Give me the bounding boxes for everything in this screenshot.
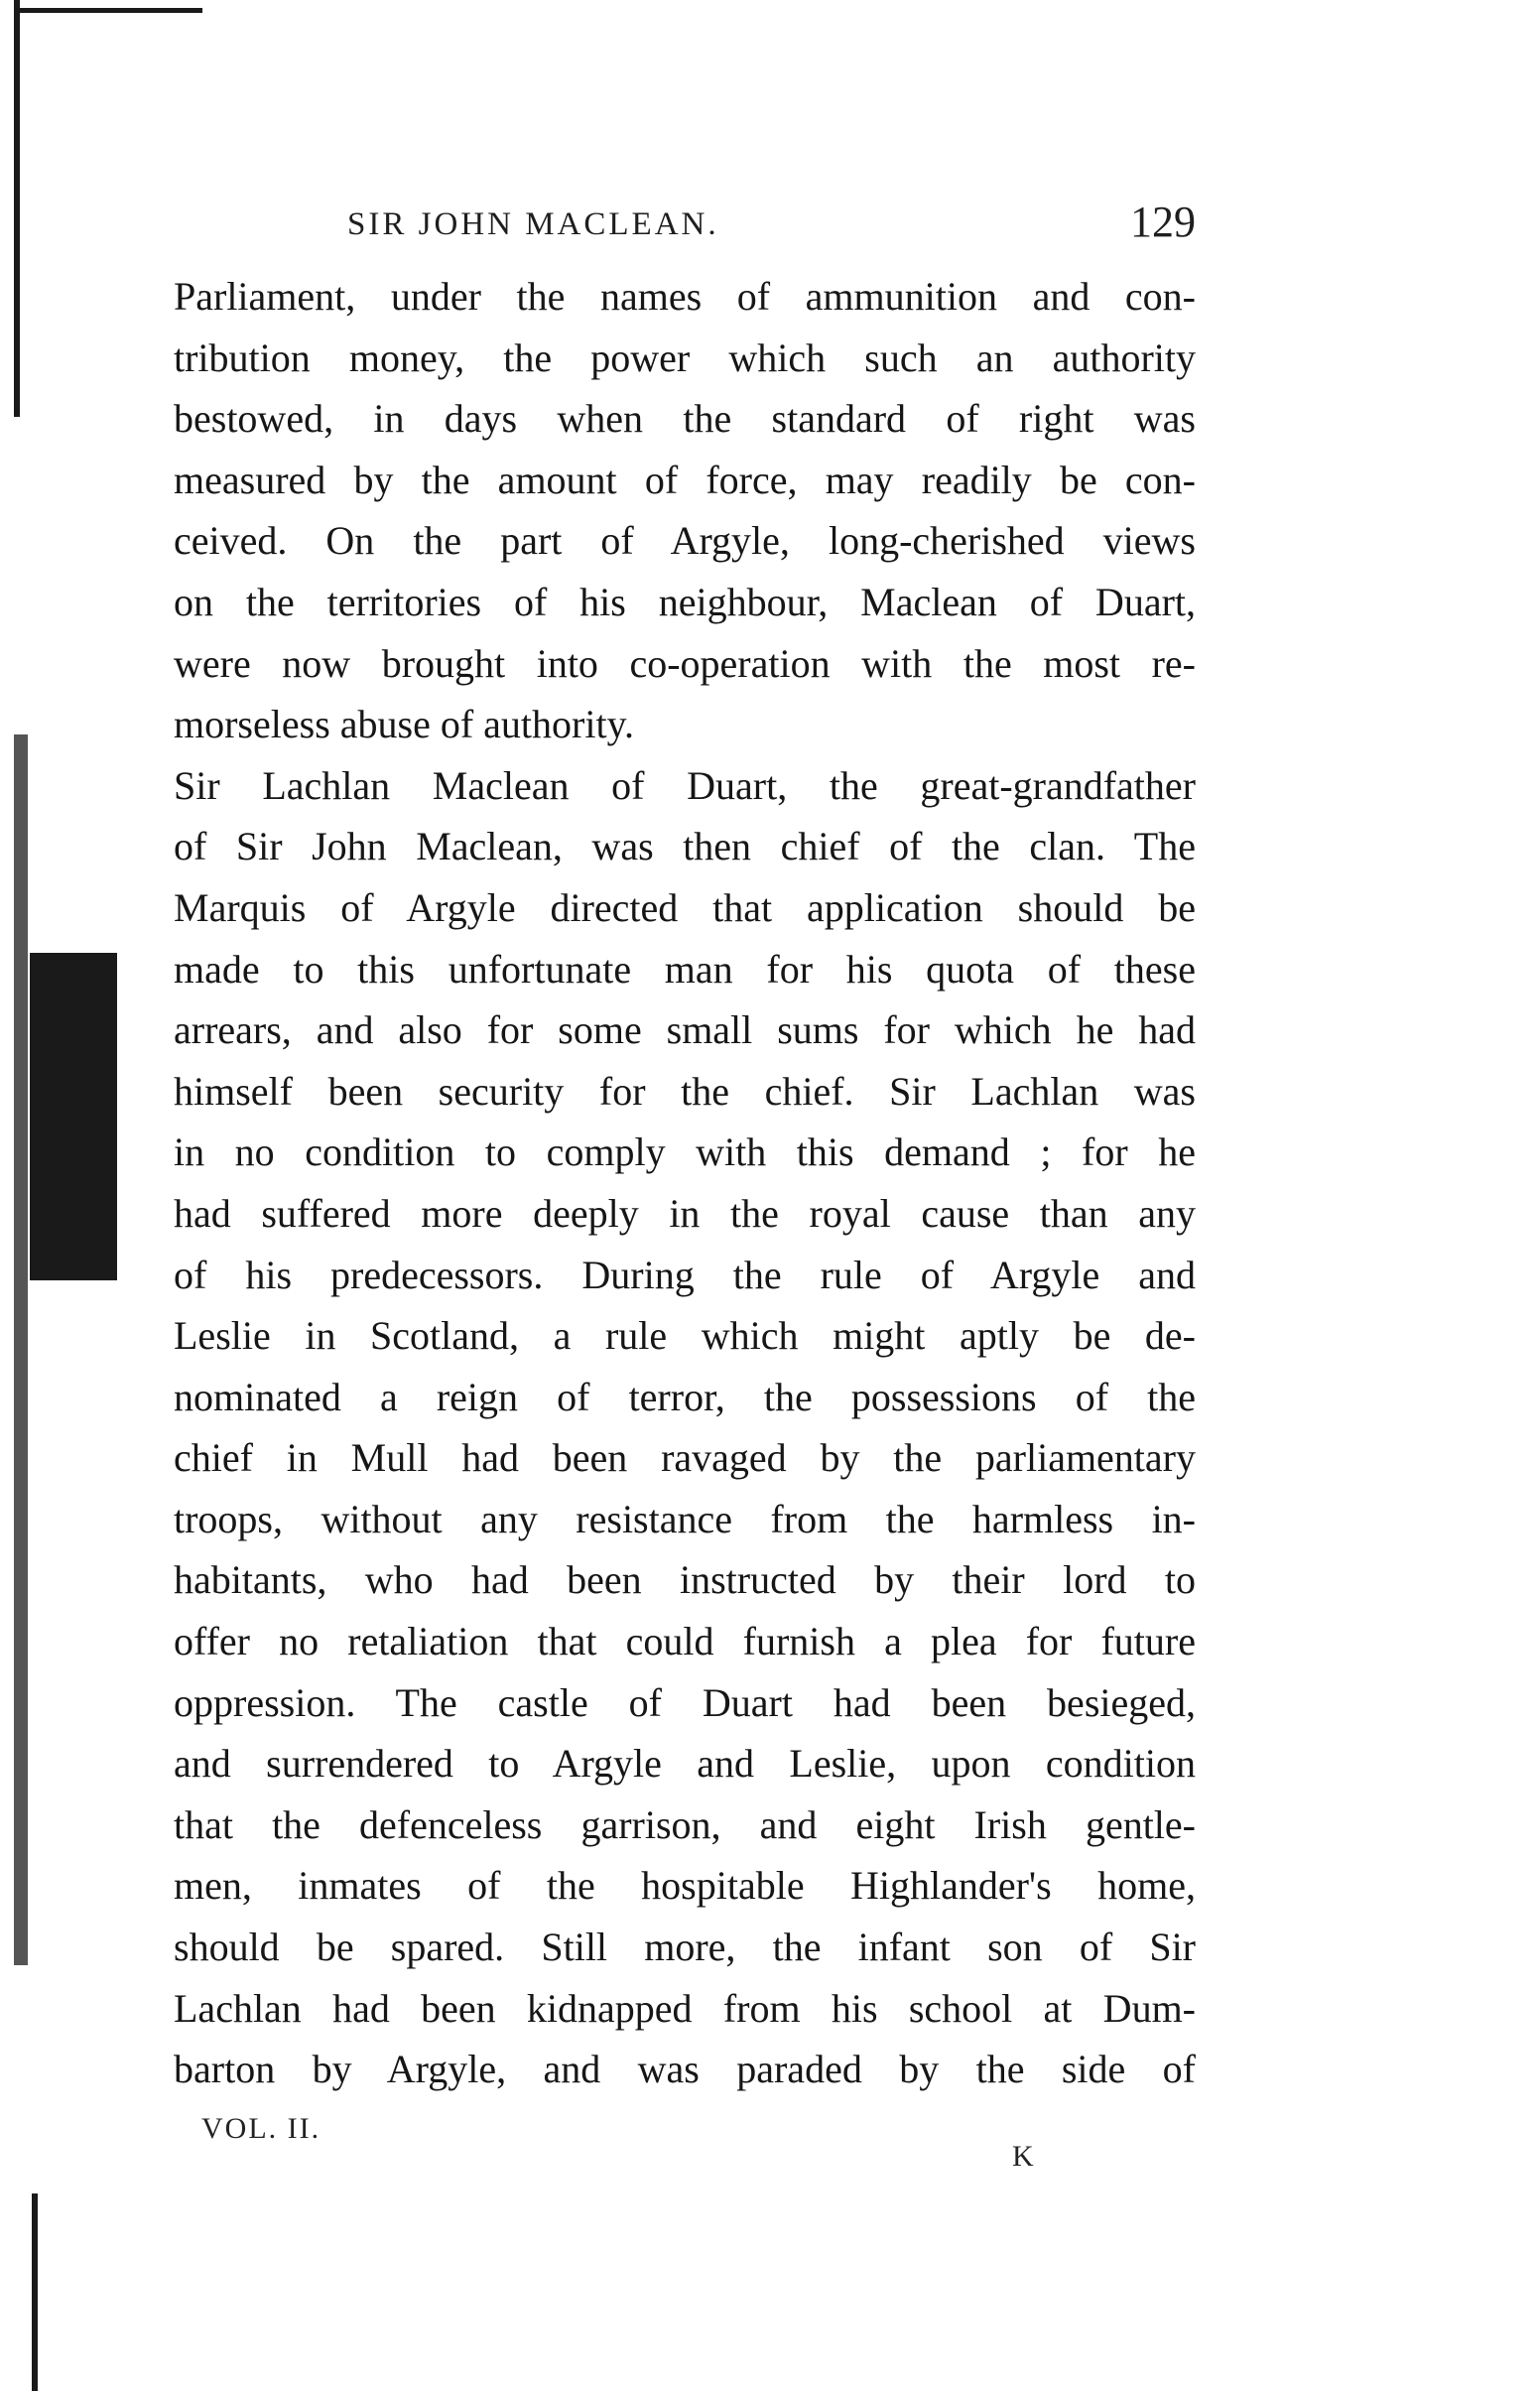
text-line: made to this unfortunate man for his quota of these bbox=[174, 946, 1196, 992]
text-line: chief in Mull had been ravaged by the parliamentary bbox=[174, 1435, 1196, 1481]
text-line: barton by Argyle, and was paraded by the side of bbox=[174, 2047, 1196, 2092]
body-text bbox=[174, 266, 1196, 2100]
text-line: and surrendered to Argyle and Leslie, upon condition bbox=[174, 1741, 1196, 1787]
text-line: nominated a reign of terror, the possessions of the bbox=[174, 1374, 1196, 1419]
volume-mark: VOL. II. bbox=[201, 2111, 321, 2145]
text-line: Sir Lachlan Maclean of Duart, the great-grandfather bbox=[174, 762, 1196, 808]
text-line: arrears, and also for some small sums for which he had bbox=[174, 1007, 1196, 1053]
text-line: ceived. On the part of Argyle, long-cherished views bbox=[174, 518, 1196, 564]
text-line: of Sir John Maclean, was then chief of the clan. The bbox=[174, 824, 1196, 869]
scan-edge-bottom bbox=[32, 2193, 38, 2391]
text-line: Lachlan had been kidnapped from his school at Dum- bbox=[174, 1985, 1196, 2031]
text-line: Parliament, under the names of ammunition and con- bbox=[174, 274, 1196, 319]
text-line: that the defenceless garrison, and eight Irish gentle- bbox=[174, 1801, 1196, 1847]
text-line: Marquis of Argyle directed that application should be bbox=[174, 884, 1196, 930]
page-footer bbox=[174, 2112, 1196, 2172]
text-line: oppression. The castle of Duart had been besieged, bbox=[174, 1679, 1196, 1725]
text-line: had suffered more deeply in the royal cause than any bbox=[174, 1190, 1196, 1236]
signature-mark: K bbox=[1012, 2139, 1034, 2173]
text-line: were now brought into co-operation with the most re- bbox=[174, 640, 1196, 686]
text-line: measured by the amount of force, may readily be con- bbox=[174, 457, 1196, 502]
text-line: should be spared. Still more, the infant son of Sir bbox=[174, 1925, 1196, 1970]
book-page bbox=[174, 189, 1196, 2172]
text-line: men, inmates of the hospitable Highlander's home, bbox=[174, 1863, 1196, 1909]
text-line: bestowed, in days when the standard of right was bbox=[174, 396, 1196, 442]
text-line: Leslie in Scotland, a rule which might aptly be de- bbox=[174, 1313, 1196, 1359]
text-line: morseless abuse of authority. bbox=[174, 702, 634, 747]
text-line: on the territories of his neighbour, Maclean of Duart, bbox=[174, 579, 1196, 624]
text-line: in no condition to comply with this demand ; for he bbox=[174, 1129, 1196, 1175]
scan-edge-strip bbox=[14, 734, 28, 1965]
scan-edge-bar bbox=[30, 953, 117, 1280]
scan-edge-top bbox=[14, 0, 20, 417]
text-line: of his predecessors. During the rule of Argyle and bbox=[174, 1252, 1196, 1297]
scan-edge-corner bbox=[14, 8, 202, 13]
text-line: himself been security for the chief. Sir Lachlan was bbox=[174, 1068, 1196, 1114]
page-number: 129 bbox=[1130, 198, 1196, 246]
text-line: troops, without any resistance from the harmless in- bbox=[174, 1496, 1196, 1541]
text-line: habitants, who had been instructed by their lord to bbox=[174, 1557, 1196, 1603]
running-title: SIR JOHN MACLEAN. bbox=[347, 206, 719, 242]
text-line: offer no retaliation that could furnish a plea for future bbox=[174, 1619, 1196, 1664]
text-line: tribution money, the power which such an authority bbox=[174, 334, 1196, 380]
running-head bbox=[174, 189, 1196, 258]
